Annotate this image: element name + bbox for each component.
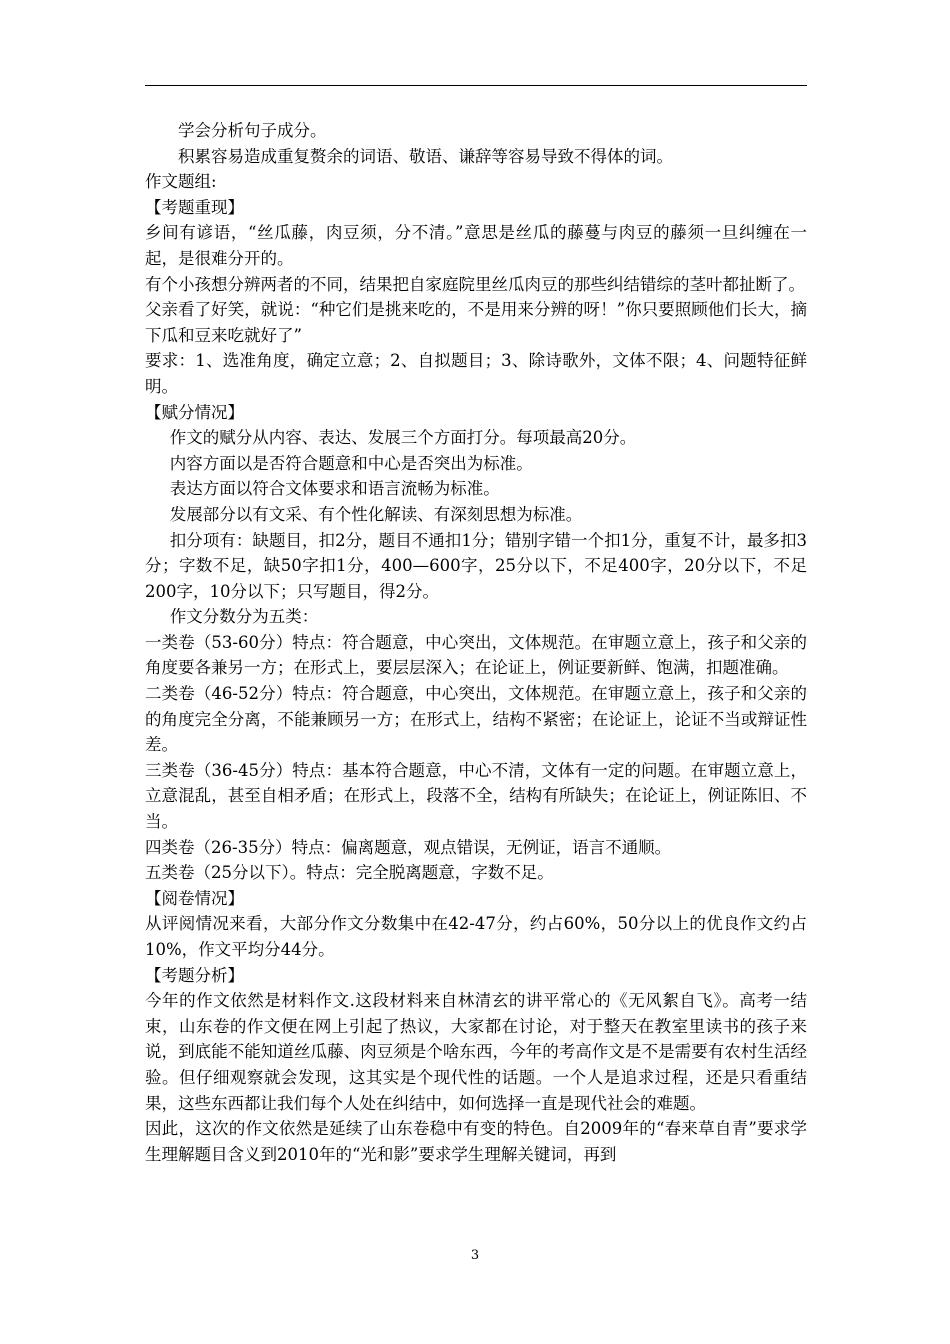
paragraph: 扣分项有：缺题目，扣2分，题目不通扣1分；错别字错一个扣1分，重复不计，最多扣3分；字数不足，缺50字扣1分，400—600字，25分以下，不足400字，20分以下，不足200字，10分以下；只写题目，得2分。 <box>145 530 807 601</box>
paragraph: 积累容易造成重复赘余的词语、敬语、谦辞等容易导致不得体的词。 <box>178 146 673 166</box>
paragraph: 要求：1、选准角度，确定立意；2、自拟题目；3、除诗歌外，文体不限；4、问题特征鲜明。 <box>145 351 807 396</box>
page-number: 3 <box>470 1248 480 1263</box>
paragraph: 三类卷（36-45分）特点：基本符合题意，中心不清，文体有一定的问题。在审题立意上，立意混乱，甚至自相矛盾；在形式上，段落不全，结构有所缺失；在论证上，例证陈旧、不当。 <box>145 760 807 832</box>
paragraph: 四类卷（26-35分）特点：偏离题意，观点错误，无例证，语言不通顺。 <box>145 837 672 857</box>
paragraph: 二类卷（46-52分）特点：符合题意，中心突出，文体规范。在审题立意上，孩子和父亲的的角度完全分离，不能兼顾另一方；在形式上，结构不紧密；在论证上，论证不当或辩证性差。 <box>145 684 807 755</box>
paragraph: 表达方面以符合文体要求和语言流畅为标准。 <box>169 479 500 499</box>
paragraph: 有个小孩想分辨两者的不同，结果把自家庭院里丝瓜肉豆的那些纠结错综的茎叶都扯断了。 <box>145 274 805 294</box>
paragraph: 从评阅情况来看，大部分作文分数集中在42-47分，约占60%，50分以上的优良作文约占10%，作文平均分44分。 <box>145 914 807 959</box>
paragraph: 因此，这次的作文依然是延续了山东卷稳中有变的特色。自2009年的“春来草自青”要求学生理解题目含义到2010年的“光和影”要求学生理解关键词，再到 <box>145 1119 807 1164</box>
section-heading: 【赋分情况】 <box>145 402 244 422</box>
paragraph: 发展部分以有文采、有个性化解读、有深刻思想为标准。 <box>169 504 583 524</box>
paragraph: 作文题组: <box>145 172 217 192</box>
document-body <box>145 118 807 1167</box>
paragraph: 学会分析句子成分。 <box>178 121 327 140</box>
paragraph: 父亲看了好笑，就说：“种它们是挑来吃的，不是用来分辨的呀！”你只要照顾他们长大，摘下瓜和豆来吃就好了” <box>145 300 807 345</box>
paragraph: 今年的作文依然是材料作文.这段材料来自林清玄的讲平常心的《无风絮自飞》。高考一结束，山东卷的作文便在网上引起了热议，大家都在讨论，对于整天在教室里读书的孩子来说，到底能不能知道丝瓜藤、肉豆须是个啥东西，今年的考高作文是不是需要有农村生活经验。但仔细观察就会发现，这其实是个现代性的话题。一个人是追求过程，还是只看重结果，这些东西都让我们每个人处在纠结中，如何选择一直是现代社会的难题。 <box>145 991 807 1113</box>
paragraph: 五类卷（25分以下）。特点：完全脱离题意，字数不足。 <box>145 863 554 883</box>
paragraph: 乡间有谚语，“丝瓜藤，肉豆须，分不清。”意思是丝瓜的藤蔓与肉豆的藤须一旦纠缠在一起，是很难分开的。 <box>145 223 807 268</box>
header-rule <box>145 85 807 86</box>
section-heading: 【考题重现】 <box>145 197 244 217</box>
section-heading: 【阅卷情况】 <box>145 888 244 908</box>
paragraph: 作文的赋分从内容、表达、发展三个方面打分。每项最高20分。 <box>169 428 637 448</box>
section-heading: 【考题分析】 <box>145 965 244 985</box>
paragraph: 作文分数分为五类： <box>169 607 319 627</box>
paragraph: 一类卷（53-60分）特点：符合题意，中心突出，文体规范。在审题立意上，孩子和父亲的角度要各兼另一方；在形式上，要层层深入；在论证上，例证要新鲜、饱满，扣题准确。 <box>145 632 807 678</box>
paragraph: 内容方面以是否符合题意和中心是否突出为标准。 <box>169 453 533 473</box>
